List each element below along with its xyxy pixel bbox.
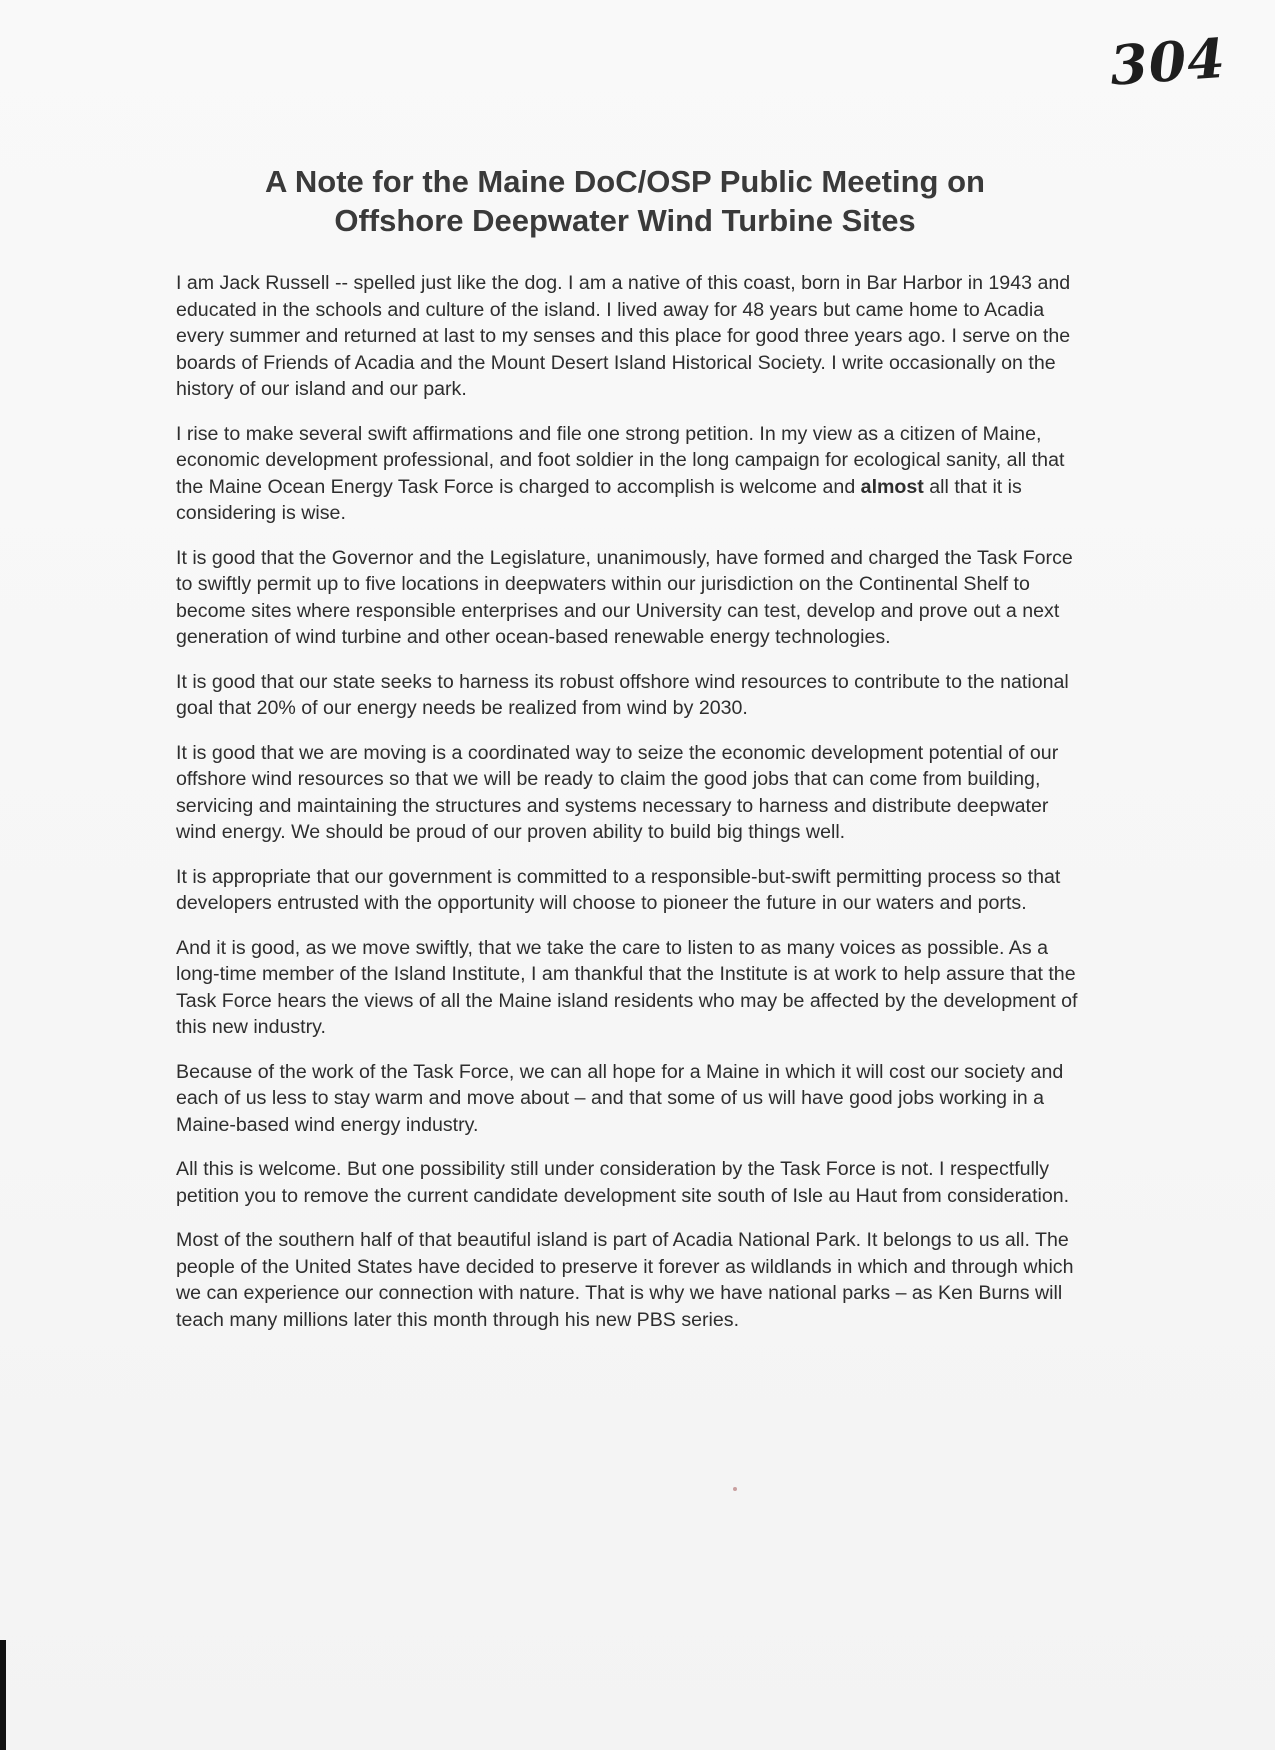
paragraph-affirmations-text-start: I rise to make several swift affirmations and file one strong petition. In my view as a citizen of Maine, economic development professional, and foot soldier in the long campaign for ecological sanity, all that the Maine Ocean Energy Task Force is charged to accomplish is welcome and bbox=[176, 422, 1065, 498]
paragraph-hope-for-maine: Because of the work of the Task Force, we can all hope for a Maine in which it will cost our society and each of us less to stay warm and move about – and that some of us will have good jobs working in a Maine-based wind energy industry. bbox=[176, 1060, 1064, 1136]
paragraph-acadia-national-park: Most of the southern half of that beautiful island is part of Acadia National Park. It belongs to us all. The people of the United States have decided to preserve it forever as wildlands in which and through which we can experience our connection with nature. That is why we have national parks – as Ken Burns will teach many millions later this month through his new PBS series. bbox=[176, 1229, 1074, 1331]
paragraph-listening-voices: And it is good, as we move swiftly, that we take the care to listen to as many voices as possible. As a long-time member of the Island Institute, I am thankful that the Institute is at work to help assure that the Task Force hears the views of all the Maine island residents who may be affected by the development of this new industry. bbox=[176, 936, 1078, 1038]
paragraph-petition: All this is welcome. But one possibility still under consideration by the Task Force is not. I respectfully petition you to remove the current candidate development site south of Isle au Haut from consideration. bbox=[176, 1158, 1070, 1207]
paragraph-economic-development: It is good that we are moving is a coordinated way to seize the economic development potential of our offshore wind resources so that we will be ready to claim the good jobs that can come from building, servicing and maintaining the structures and systems necessary to harness and distribute deepwater wind energy. We should be proud of our proven ability to build big things well. bbox=[176, 741, 1059, 843]
emphasized-word: almost bbox=[860, 475, 924, 498]
paragraph-permitting-process: It is appropriate that our government is committed to a responsible-but-swift permitting process so that developers entrusted with the opportunity will choose to pioneer the future in our waters and ports. bbox=[176, 865, 1061, 914]
paragraph-affirmations bbox=[176, 421, 1081, 527]
paragraph-affirmations-text-end: all that it is considering is wise. bbox=[176, 475, 1022, 524]
scan-edge-mark bbox=[0, 1640, 6, 1750]
title-line-1: A Note for the Maine DoC/OSP Public Meeting on bbox=[265, 164, 985, 199]
document-title bbox=[150, 162, 1100, 240]
scan-speck bbox=[733, 1487, 737, 1491]
paragraph-introduction: I am Jack Russell -- spelled just like the dog. I am a native of this coast, born in Bar Harbor in 1943 and educated in the schools and culture of the island. I lived away for 48 years but came home to Acadia every summer and returned at last to my senses and this place for good three years ago. I serve on the boards of Friends of Acadia and the Mount Desert Island Historical Society. I write occasionally on the history of our island and our park. bbox=[176, 272, 1071, 400]
document-body bbox=[176, 270, 1081, 1351]
title-line-2: Offshore Deepwater Wind Turbine Sites bbox=[334, 203, 916, 238]
paragraph-national-goal: It is good that our state seeks to harness its robust offshore wind resources to contribute to the national goal that 20% of our energy needs be realized from wind by 2030. bbox=[176, 670, 1069, 719]
handwritten-page-number: 304 bbox=[1107, 25, 1228, 98]
paragraph-task-force-charge: It is good that the Governor and the Legislature, unanimously, have formed and charged the Task Force to swiftly permit up to five locations in deepwaters within our jurisdiction on the Continental Shelf to become sites where responsible enterprises and our University can test, develop and prove out a next generation of wind turbine and other ocean-based renewable energy technologies. bbox=[176, 546, 1073, 648]
